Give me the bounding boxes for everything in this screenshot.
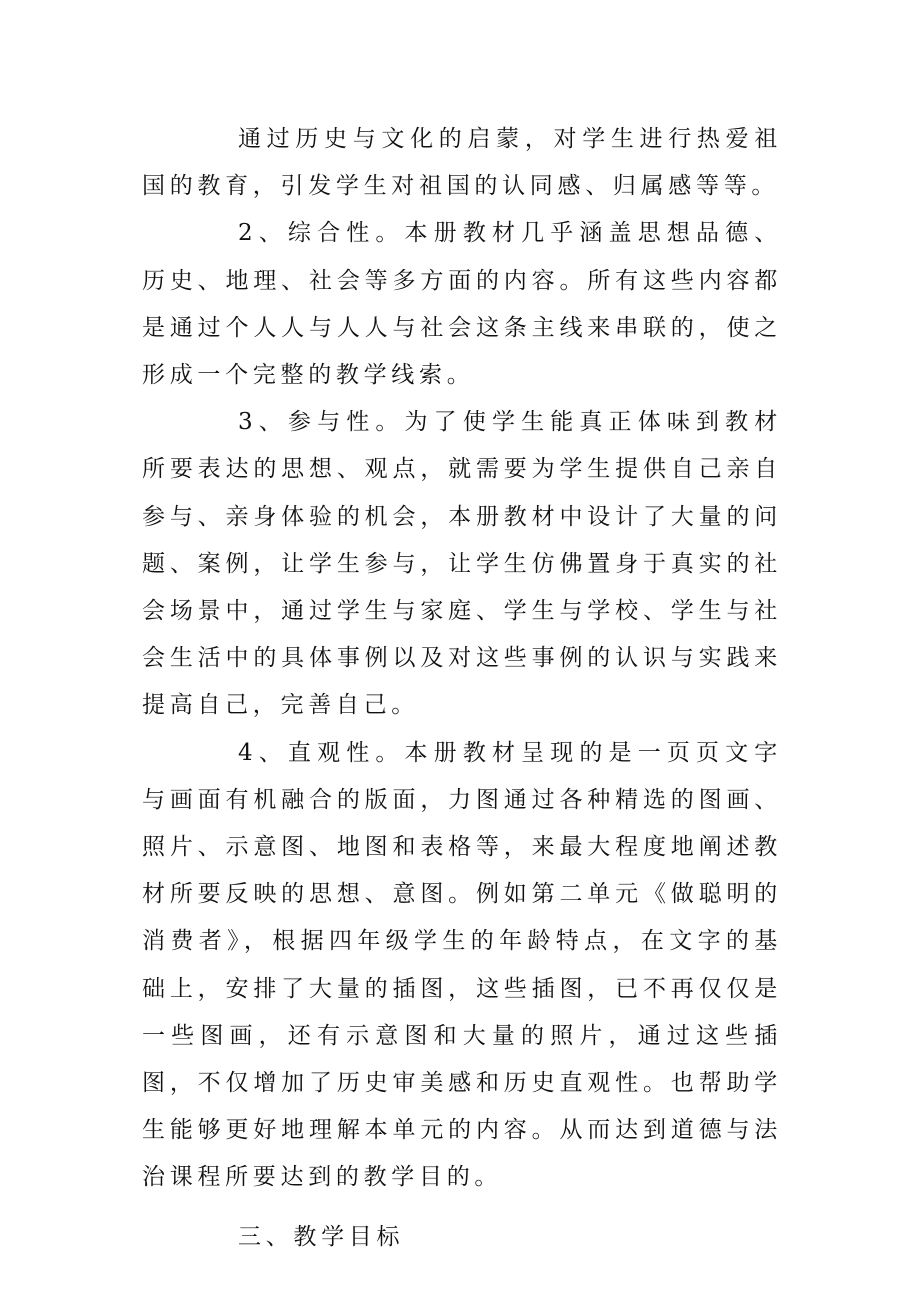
paragraph-participation: 3、参与性。为了使学生能真正体味到教材所要表达的思想、观点，就需要为学生提供自己亲自参与、亲身体验的机会，本册教材中设计了大量的问题、案例，让学生参与，让学生仿佛置身于真实的社会场景中，通过学生与家庭、学生与学校、学生与社会生活中的具体事例以及对这些事例的认识与实践来提高自己，完善自己。 (142, 409, 782, 719)
paragraph-intro: 通过历史与文化的启蒙，对学生进行热爱祖国的教育，引发学生对祖国的认同感、归属感等等。 (142, 126, 782, 200)
paragraph-comprehensiveness: 2、综合性。本册教材几乎涵盖思想品德、历史、地理、社会等多方面的内容。所有这些内容都是通过个人人与人人与社会这条主线来串联的，使之形成一个完整的教学线索。 (142, 220, 782, 389)
section-heading: 三、教学目标 (238, 1223, 405, 1250)
document-body (142, 116, 782, 1261)
paragraph-intuitiveness: 4、直观性。本册教材呈现的是一页页文字与画面有机融合的版面，力图通过各种精选的图画、照片、示意图、地图和表格等，来最大程度地阐述教材所要反映的思想、意图。例如第二单元《做聪明的消费者》，根据四年级学生的年龄特点，在文字的基础上，安排了大量的插图，这些插图，已不再仅仅是一些图画，还有示意图和大量的照片，通过这些插图，不仅增加了历史审美感和历史直观性。也帮助学生能够更好地理解本单元的内容。从而达到道德与法治课程所要达到的教学目的。 (142, 739, 782, 1191)
